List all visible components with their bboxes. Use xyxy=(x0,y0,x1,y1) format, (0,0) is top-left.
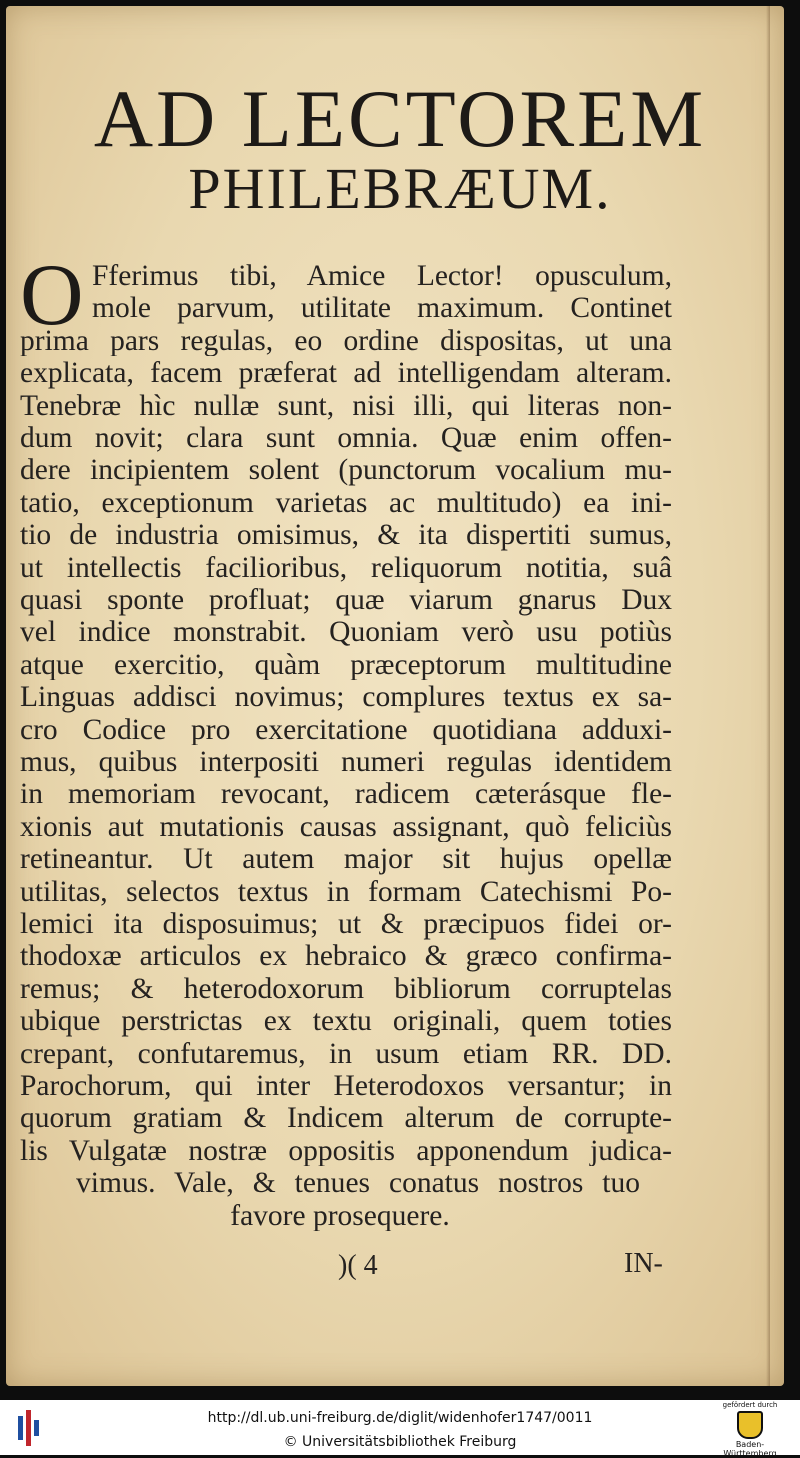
text-line: dum novit; clara sunt omnia. Quæ enim offen- xyxy=(20,424,672,454)
copyright-notice: © Universitätsbibliothek Freiburg xyxy=(283,1434,517,1450)
text-line: mole parvum, utilitate maximum. Continet xyxy=(92,294,672,324)
text-line: tio de industria omisimus, & ita dispertiti sumus, xyxy=(20,521,672,551)
text-line: mus, quibus interpositi numeri regulas identidem xyxy=(20,748,672,778)
text-line: remus; & heterodoxorum bibliorum corruptelas xyxy=(20,974,672,1005)
text-line: in memoriam revocant, radicem cæterásque fle- xyxy=(20,780,672,810)
coat-of-arms-icon xyxy=(737,1411,763,1439)
drop-capital: O xyxy=(20,247,84,344)
text-line: tatio, exceptionum varietas ac multitudo) ea ini- xyxy=(20,488,672,519)
text-line: thodoxæ articulos ex hebraico & græco confirma- xyxy=(20,942,672,972)
signature-mark: )( 4 xyxy=(338,1250,378,1281)
sponsor-caption: gefördert durch xyxy=(722,1401,778,1409)
text-line: quasi sponte profluat; quæ viarum gnarus Dux xyxy=(20,586,672,616)
text-line: lis Vulgatæ nostræ oppositis apponendum judica- xyxy=(20,1136,672,1167)
text-line: lemici ita disposuimus; ut & præcipuos fidei or- xyxy=(20,910,672,940)
heading-line-2: PHILEBRÆUM. xyxy=(188,156,612,221)
text-line: dere incipientem solent (punctorum vocalium mu- xyxy=(20,456,672,486)
heading-line-1: AD LECTOREM xyxy=(93,73,707,164)
sponsor-logo xyxy=(712,1401,788,1458)
text-line: Tenebræ hìc nullæ sunt, nisi illi, qui literas non- xyxy=(20,391,672,422)
text-line: ubique perstrictas ex textu originali, quem toties xyxy=(20,1007,672,1037)
text-line: retineantur. Ut autem major sit hujus opellæ xyxy=(20,845,672,875)
text-line: atque exercitio, quàm præceptorum multitudine xyxy=(20,650,672,681)
text-line: prima pars regulas, eo ordine dispositas, ut una xyxy=(20,326,672,357)
sponsor-name: Baden-Württemberg xyxy=(723,1440,777,1458)
text-line: Fferimus tibi, Amice Lector! opusculum, xyxy=(92,262,672,292)
text-line: ut intellectis facilioribus, reliquorum notitia, suâ xyxy=(20,553,672,584)
text-line: xionis aut mutationis causas assignant, quò feliciùs xyxy=(20,812,672,843)
catchword: IN- xyxy=(624,1248,663,1279)
text-line: Parochorum, qui inter Heterodoxos versantur; in xyxy=(20,1072,672,1102)
text-line: Linguas addisci novimus; complures textus ex sa- xyxy=(20,683,672,713)
text-line: utilitas, selectos textus in formam Catechismi Po- xyxy=(20,877,672,908)
text-line: vimus. Vale, & tenues conatus nostros tuo xyxy=(76,1169,640,1199)
text-line: vel indice monstrabit. Quoniam verò usu potiùs xyxy=(20,618,672,648)
text-line: quorum gratiam & Indicem alterum de corrupte- xyxy=(20,1104,672,1134)
text-line: crepant, confutaremus, in usum etiam RR. DD. xyxy=(20,1039,672,1070)
text-line: favore prosequere. xyxy=(230,1201,450,1232)
source-url[interactable]: http://dl.ub.uni-freiburg.de/diglit/widenhofer1747/0011 xyxy=(207,1410,593,1426)
text-line: cro Codice pro exercitatione quotidiana adduxi- xyxy=(20,715,672,746)
text-line: explicata, facem præferat ad intelligendam alteram. xyxy=(20,359,672,389)
